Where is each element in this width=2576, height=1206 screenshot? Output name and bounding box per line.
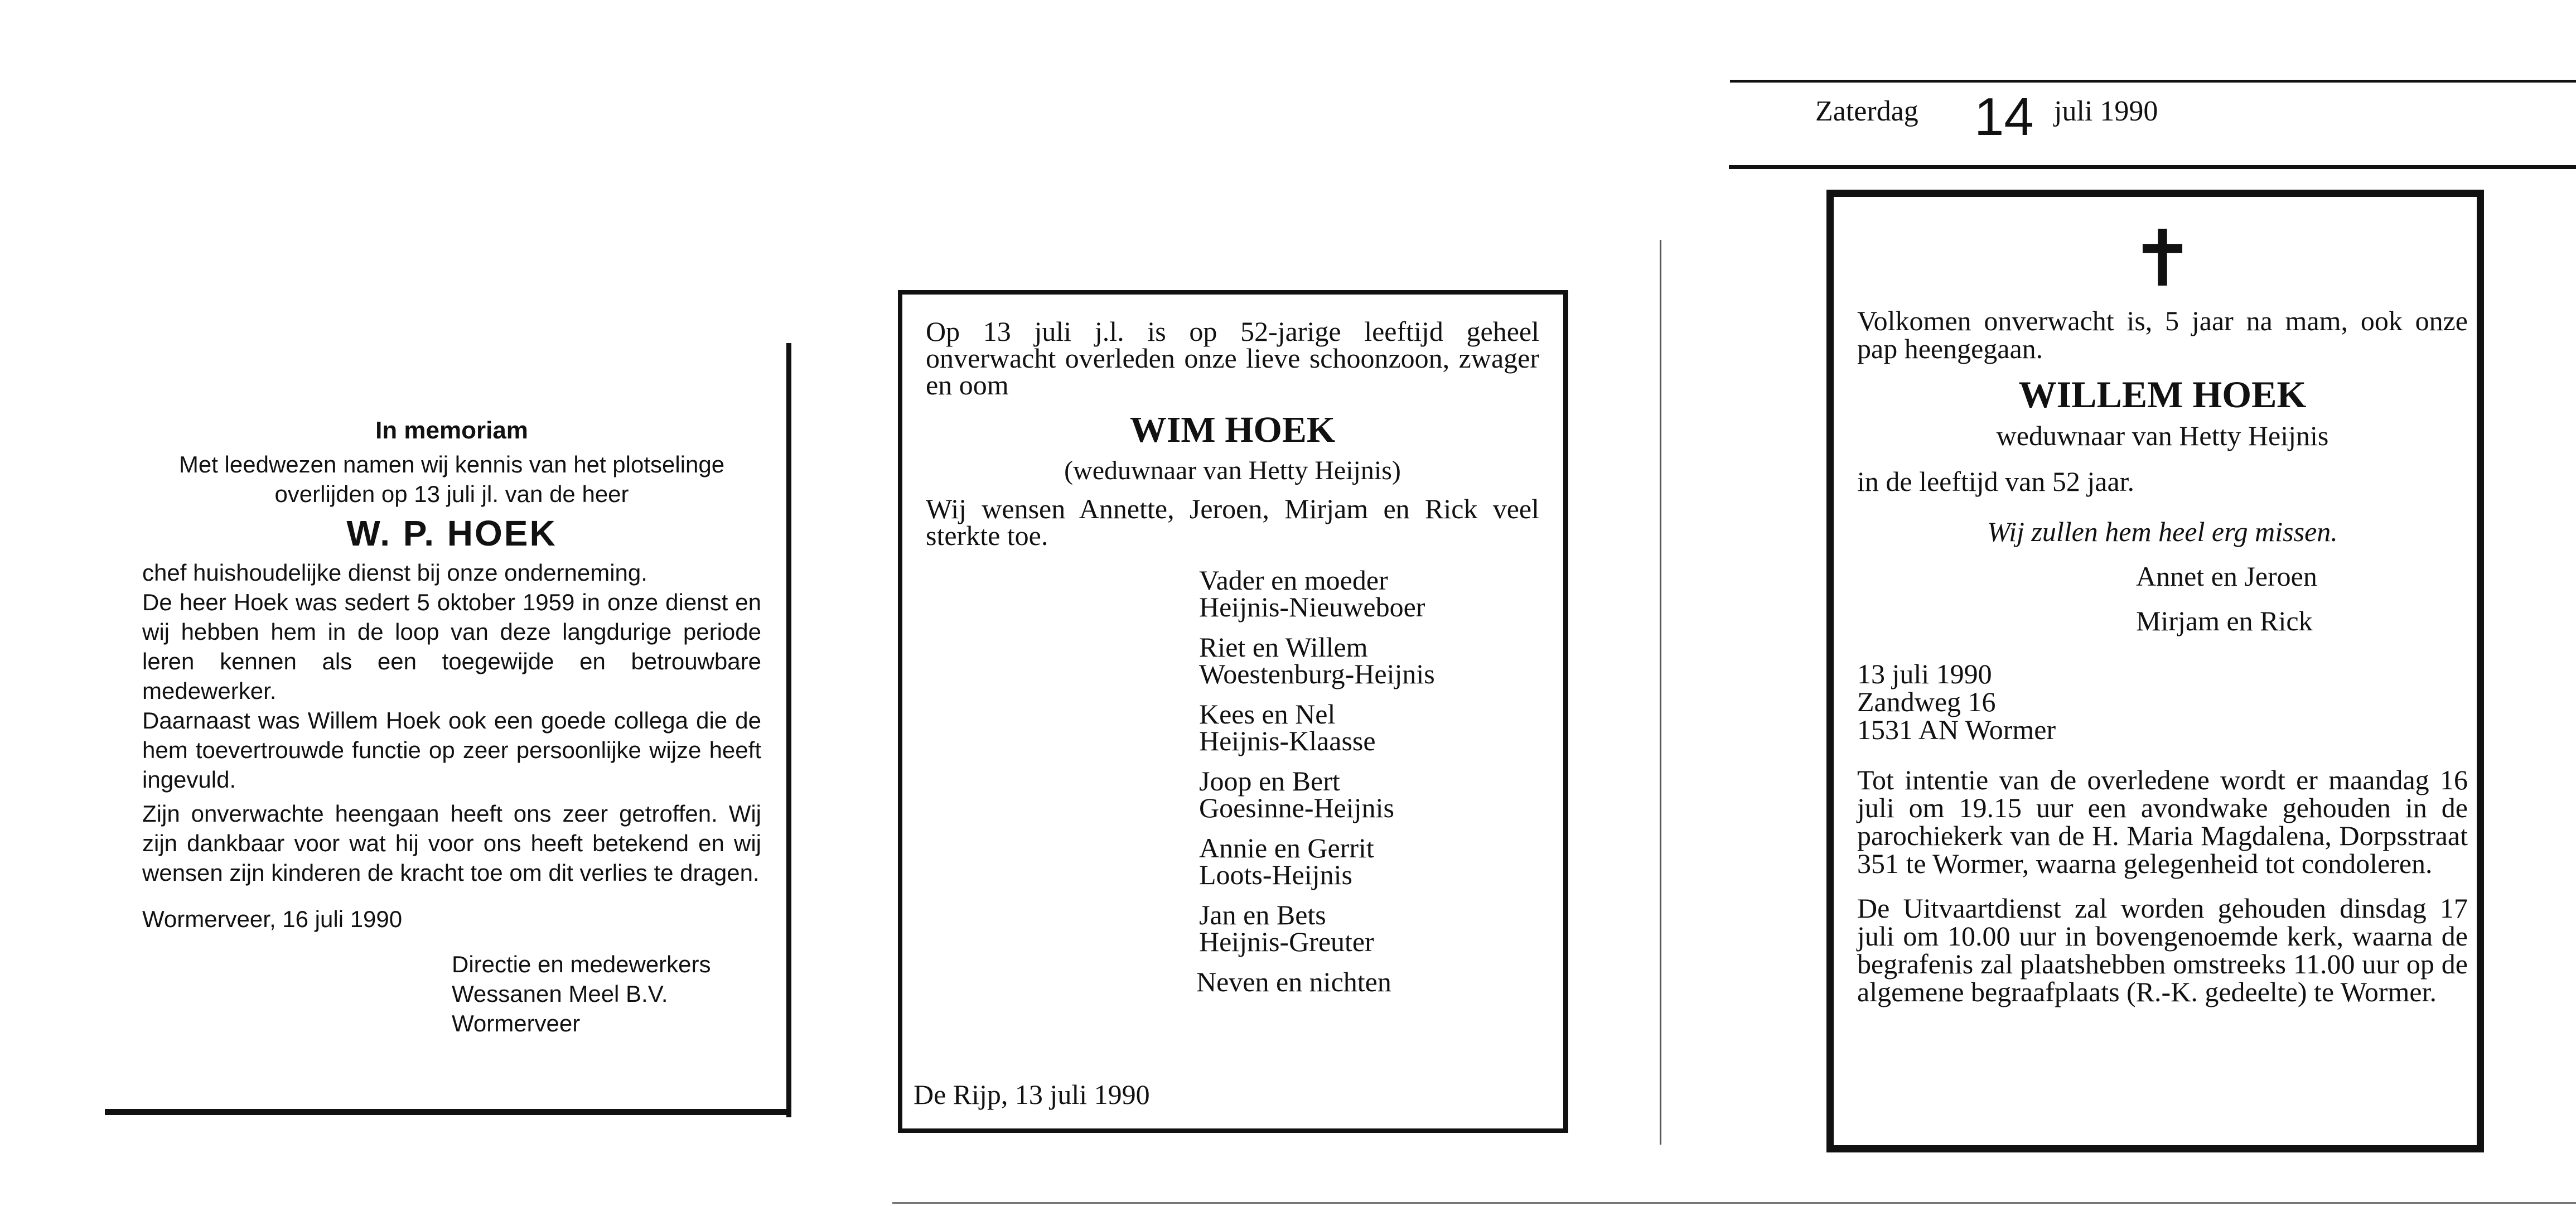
memoriam-heading: In memoriam — [375, 417, 528, 444]
header-day: Zaterdag — [1815, 95, 1918, 127]
family-member-line-1: Riet en Willem — [1199, 631, 1368, 663]
family-member-line-2: Loots-Heijnis — [1199, 859, 1352, 890]
memoriam-signature-1: Directie en medewerkers — [452, 951, 711, 977]
memoriam-border-right — [786, 343, 791, 1117]
memoriam-body-4: Zijn onverwachte heengaan heeft ons zeer getroffen. Wij zijn dankbaar voor wat hij voor ons heeft betekend en wij wensen zijn kinderen de kracht toe om dit verlies te dragen. — [142, 800, 761, 886]
memoriam-intro-line-1: Met leedwezen namen wij kennis van het plotselinge — [178, 451, 725, 477]
memoriam-signature-3: Wormerveer — [452, 1010, 581, 1036]
family-member — [1199, 631, 1539, 689]
memoriam-place-date: Wormerveer, 16 juli 1990 — [142, 906, 403, 932]
memoriam-body-2: De heer Hoek was sedert 5 oktober 1959 in onze dienst en wij hebben hem in de loop van deze langdurige periode leren kennen als een toegewijde en betrouwbare medewerker. — [142, 589, 761, 704]
children-wake: Tot intentie van de overledene wordt er maandag 16 juli om 19.15 uur een avondwake gehouden in de parochiekerk van de H. Maria Magdalena, Dorpsstraat 351 te Wormer, waarna gelegenheid tot condoleren. — [1857, 764, 2468, 879]
children-quote: Wij zullen hem heel erg missen. — [1987, 516, 2338, 547]
children-funeral: De Uitvaartdienst zal worden gehouden dinsdag 17 juli om 10.00 uur in bovengenoemde kerk, waarna de begrafenis zal plaatshebben omstreeks 11.00 uur op de algemene begraafplaats (R.-K. gedeelte) te Wormer. — [1857, 893, 2468, 1007]
memoriam-body-1: chef huishoudelijke dienst bij onze onderneming. — [142, 559, 647, 586]
children-age: in de leeftijd van 52 jaar. — [1857, 466, 2135, 497]
memoriam-body-3: Daarnaast was Willem Hoek ook een goede collega die de hem toevertrouwde functie op zeer persoonlijke wijze heeft ingevuld. — [142, 707, 761, 793]
children-intro: Volkomen onverwacht is, 5 jaar na mam, ook onze pap heengegaan. — [1857, 305, 2468, 364]
children-notice — [1857, 214, 2468, 1007]
header-rule-bottom — [1729, 165, 2576, 169]
cross-icon: ✝ — [2129, 214, 2196, 305]
family-nephews: Neven en nichten — [1196, 966, 1391, 997]
children-street: Zandweg 16 — [1857, 686, 1996, 717]
children-signature-1: Annet en Jeroen — [2136, 561, 2317, 592]
memoriam-border-bottom — [105, 1109, 791, 1115]
memoriam-notice — [142, 416, 761, 1038]
family-member-line-2: Woestenburg-Heijnis — [1199, 658, 1435, 689]
family-notice — [926, 318, 1539, 995]
family-member-line-1: Kees en Nel — [1199, 698, 1336, 730]
children-name: WILLEM HOEK — [2018, 373, 2307, 416]
family-place-date: De Rijp, 13 juli 1990 — [914, 1079, 1150, 1110]
header-rule-top — [1730, 80, 2576, 83]
header-date-number: 14 — [1974, 87, 2034, 147]
family-member — [1199, 565, 1539, 623]
memoriam-intro-line-2: overlijden op 13 juli jl. van de heer — [274, 481, 629, 507]
children-city: 1531 AN Wormer — [1857, 714, 2056, 745]
column-divider — [1660, 240, 1661, 1145]
family-member — [1199, 765, 1539, 823]
header-month-year: juli 1990 — [2054, 95, 2158, 127]
family-member — [1199, 698, 1539, 756]
family-member — [1199, 834, 1539, 888]
family-member-line-1: Vader en moeder — [1199, 565, 1388, 596]
family-member-line-1: Annie en Gerrit — [1199, 832, 1374, 864]
children-subtitle: weduwnaar van Hetty Heijnis — [1996, 420, 2329, 451]
memoriam-signature-2: Wessanen Meel B.V. — [452, 981, 668, 1007]
family-member — [1199, 901, 1539, 955]
family-member-line-1: Joop en Bert — [1199, 765, 1340, 797]
family-subtitle: (weduwnaar van Hetty Heijnis) — [1064, 456, 1401, 485]
memoriam-name: W. P. HOEK — [346, 513, 557, 553]
family-intro: Op 13 juli j.l. is op 52-jarige leeftijd geheel onverwacht overleden onze lieve schoonzoon, zwager en oom — [926, 316, 1539, 401]
children-date: 13 juli 1990 — [1857, 658, 1992, 689]
children-signature-2: Mirjam en Rick — [2136, 605, 2313, 636]
family-wish: Wij wensen Annette, Jeroen, Mirjam en Rick veel sterkte toe. — [926, 493, 1539, 551]
family-name: WIM HOEK — [1129, 409, 1336, 450]
family-member-line-1: Jan en Bets — [1199, 899, 1326, 930]
page-bottom-rule — [892, 1202, 2576, 1204]
family-member-line-2: Goesinne-Heijnis — [1199, 792, 1394, 823]
family-member-line-2: Heijnis-Nieuweboer — [1199, 591, 1425, 623]
family-member-line-2: Heijnis-Greuter — [1199, 926, 1374, 957]
family-member-line-2: Heijnis-Klaasse — [1199, 725, 1376, 756]
